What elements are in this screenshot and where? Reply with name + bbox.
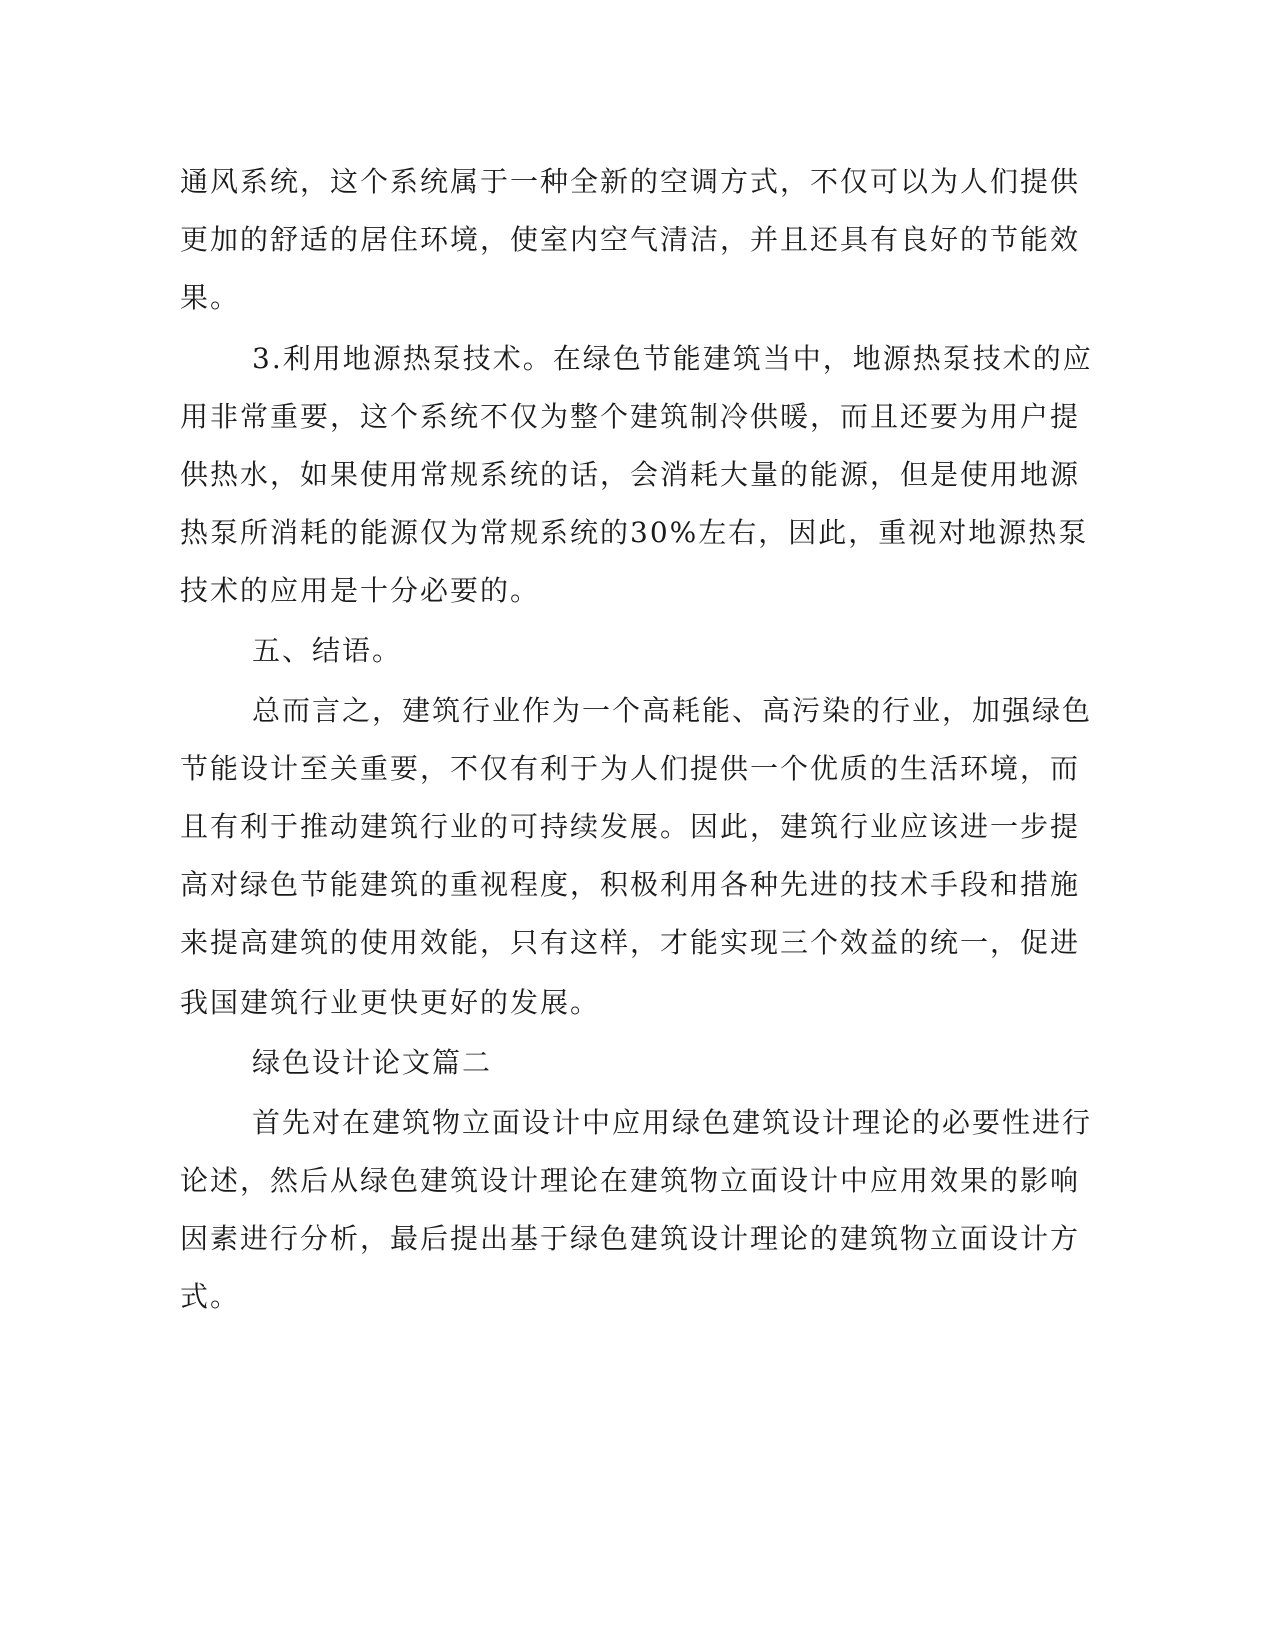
paragraph-line: 论述，然后从绿色建筑设计理论在建筑物立面设计中应用效果的影响 [180,1164,1081,1197]
paragraph-line: 且有利于推动建筑行业的可持续发展。因此，建筑行业应该进一步提 [180,810,1081,843]
paragraph-line: 高对绿色节能建筑的重视程度，积极利用各种先进的技术手段和措施 [180,868,1081,901]
paragraph-line: 节能设计至关重要，不仅有利于为人们提供一个优质的生活环境，而 [180,752,1081,785]
paragraph-line: 来提高建筑的使用效能，只有这样，才能实现三个效益的统一，促进 [180,926,1081,959]
paragraph-line: 总而言之，建筑行业作为一个高耗能、高污染的行业，加强绿色 [252,694,1093,727]
paragraph-line: 果。 [180,281,241,314]
paragraph-line: 通风系统，这个系统属于一种全新的空调方式，不仅可以为人们提供 [180,165,1081,198]
paragraph-line: 首先对在建筑物立面设计中应用绿色建筑设计理论的必要性进行 [252,1106,1093,1139]
section-heading: 绿色设计论文篇二 [252,1046,493,1079]
paragraph-line: 更加的舒适的居住环境，使室内空气清洁，并且还具有良好的节能效 [180,223,1081,256]
paragraph-line: 技术的应用是十分必要的。 [180,574,541,607]
paragraph-line: 供热水，如果使用常规系统的话，会消耗大量的能源，但是使用地源 [180,458,1081,491]
paragraph-line: 式。 [180,1280,241,1313]
paragraph-line: 热泵所消耗的能源仅为常规系统的30%左右，因此，重视对地源热泵 [180,516,1089,549]
paragraph-line: 3.利用地源热泵技术。在绿色节能建筑当中，地源热泵技术的应 [252,342,1093,375]
paragraph-line: 用非常重要，这个系统不仅为整个建筑制冷供暖，而且还要为用户提 [180,400,1081,433]
paragraph-line: 我国建筑行业更快更好的发展。 [180,986,601,1019]
section-heading: 五、结语。 [252,634,403,667]
paragraph-line: 因素进行分析，最后提出基于绿色建筑设计理论的建筑物立面设计方 [180,1222,1081,1255]
